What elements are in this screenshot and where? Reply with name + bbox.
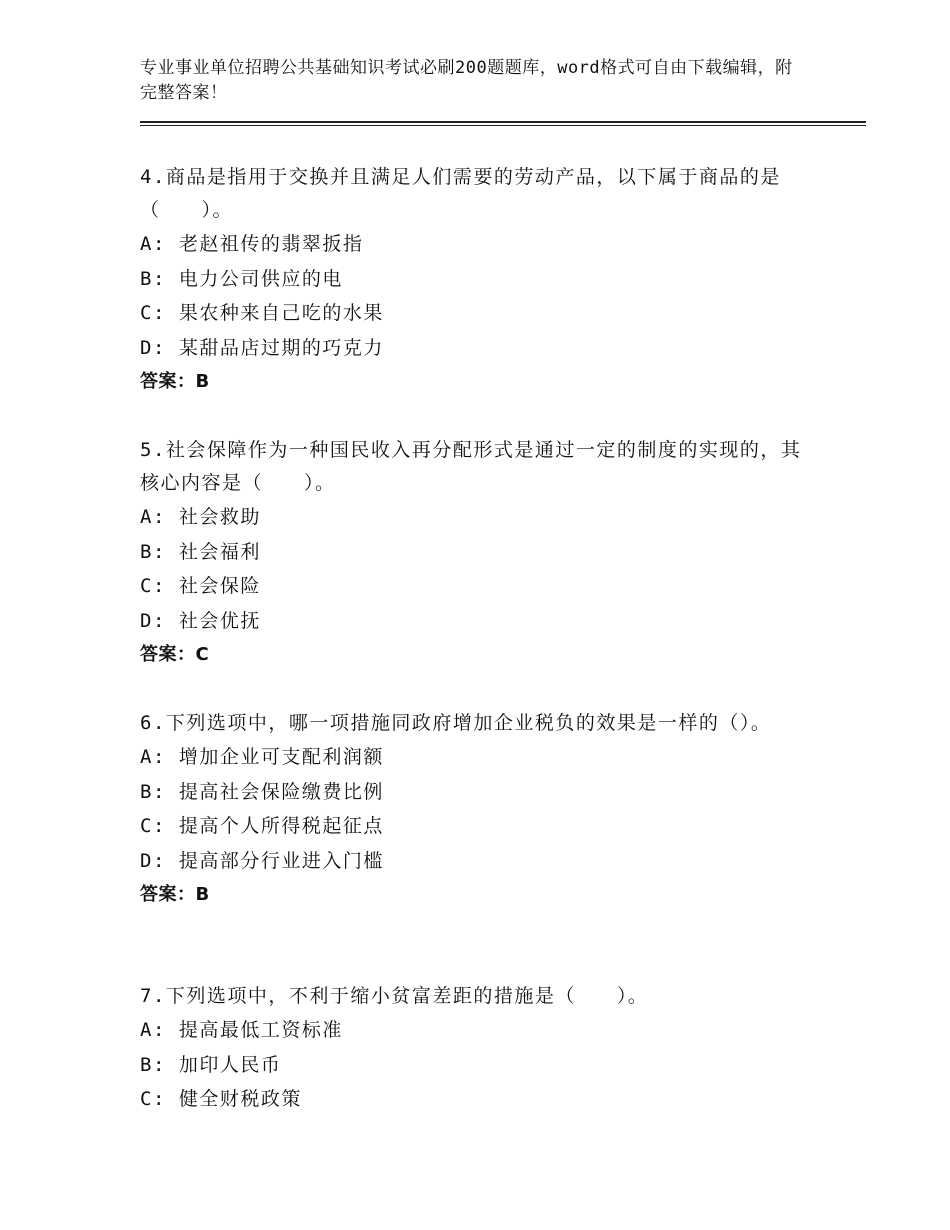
- option-d: D: 社会优抚: [140, 609, 261, 632]
- option-b: B: 电力公司供应的电: [140, 267, 343, 290]
- option-a: A: 增加企业可支配利润额: [140, 746, 384, 768]
- document-header: 专业事业单位招聘公共基础知识考试必刷200题题库，word格式可自由下载编辑，附完整答案！: [140, 58, 793, 103]
- option-a: A: 提高最低工资标准: [140, 1019, 343, 1041]
- answer: 答案：C: [140, 644, 210, 665]
- option-c: C: 社会保险: [140, 575, 261, 597]
- option-a: A: 老赵祖传的翡翠扳指: [140, 233, 364, 255]
- option-b: B: 社会福利: [140, 540, 261, 563]
- question-4: [140, 161, 820, 399]
- header-divider-thin: [140, 125, 866, 126]
- option-c: C: 提高个人所得税起征点: [140, 815, 384, 837]
- answer: 答案：B: [140, 884, 210, 905]
- option-c: C: 健全财税政策: [140, 1088, 302, 1110]
- question-stem: 7.下列选项中，不利于缩小贫富差距的措施是（ ）。: [140, 985, 649, 1007]
- option-d: D: 提高部分行业进入门槛: [140, 849, 384, 872]
- option-b: B: 加印人民币: [140, 1053, 282, 1076]
- question-7: [140, 980, 820, 1117]
- option-b: B: 提高社会保险缴费比例: [140, 780, 384, 803]
- option-c: C: 果农种来自己吃的水果: [140, 302, 384, 324]
- option-d: D: 某甜品店过期的巧克力: [140, 336, 384, 359]
- answer: 答案：B: [140, 371, 210, 392]
- question-6: [140, 707, 820, 912]
- question-stem: 5.社会保障作为一种国民收入再分配形式是通过一定的制度的实现的，其核心内容是（ ）。: [140, 439, 802, 494]
- option-a: A: 社会救助: [140, 506, 261, 528]
- question-stem: 6.下列选项中，哪一项措施同政府增加企业税负的效果是一样的（）。: [140, 712, 772, 734]
- question-stem: 4.商品是指用于交换并且满足人们需要的劳动产品，以下属于商品的是（ ）。: [140, 166, 781, 221]
- header-divider: [140, 121, 866, 123]
- question-5: [140, 434, 820, 672]
